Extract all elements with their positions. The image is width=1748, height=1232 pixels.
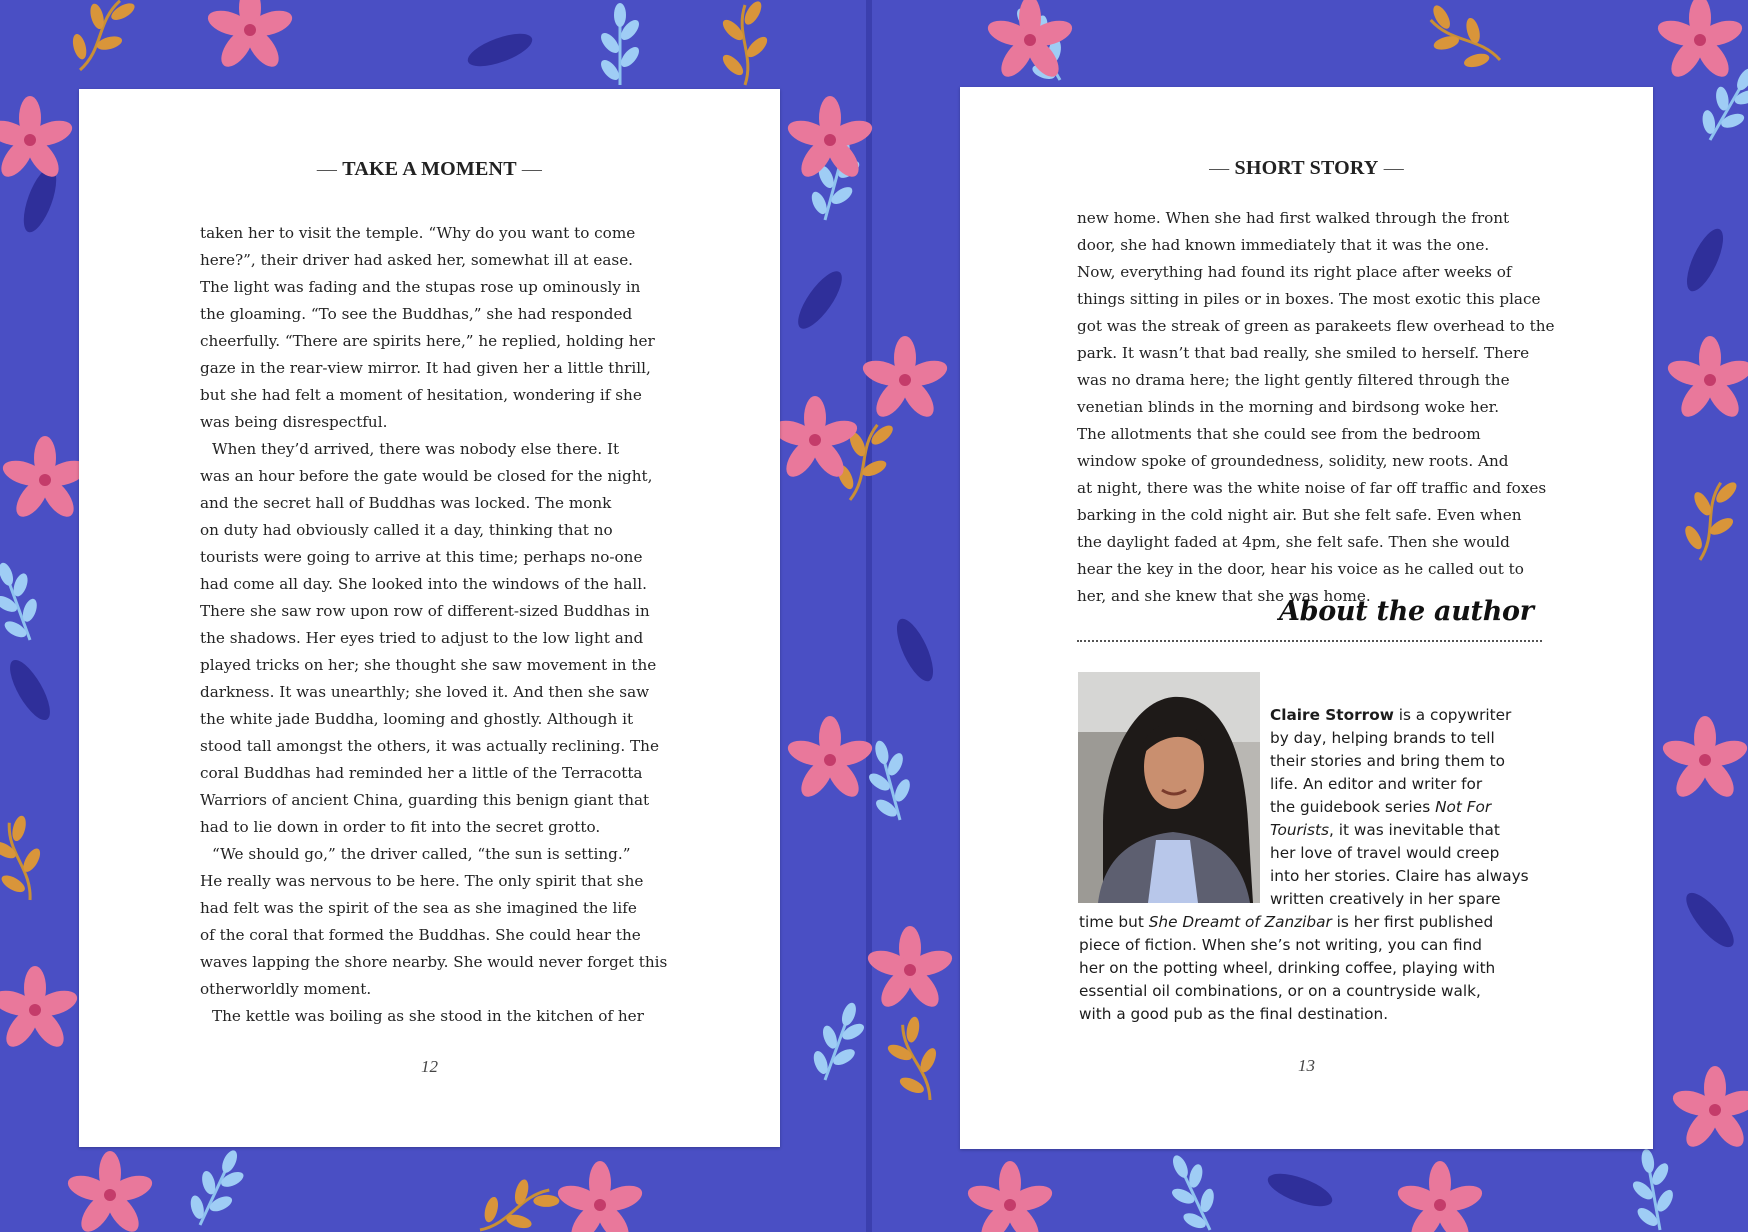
story-text-left xyxy=(200,220,667,1030)
series-title: Not For xyxy=(1435,798,1492,816)
author-bio-bottom xyxy=(1079,911,1495,1026)
author-name: Claire Storrow xyxy=(1270,706,1394,724)
text-line: “We should go,” the driver called, “the sun is setting.” xyxy=(212,845,631,863)
text-line: here?”, their driver had asked her, somewhat ill at ease. xyxy=(200,251,634,269)
bio-line: her love of travel would creep xyxy=(1270,844,1500,862)
text-line: darkness. It was unearthly; she loved it. And then she saw xyxy=(200,683,650,701)
author-bio-top xyxy=(1270,704,1529,911)
bio-line: essential oil combinations, or on a countryside walk, xyxy=(1079,982,1481,1000)
text-line: but she had felt a moment of hesitation, wondering if she xyxy=(200,386,642,404)
bio-line xyxy=(1270,796,1529,819)
bio-line: by day, helping brands to tell xyxy=(1270,729,1495,747)
bio-line: their stories and bring them to xyxy=(1270,752,1505,770)
page-header: — SHORT STORY — xyxy=(1209,157,1404,179)
bio-line: written creatively in her spare xyxy=(1270,890,1501,908)
text-line: and the secret hall of Buddhas was locked. The monk xyxy=(200,494,612,512)
text-line: The allotments that she could see from the bedroom xyxy=(1077,425,1481,443)
bio-text: the guidebook series xyxy=(1270,798,1436,816)
text-line: taken her to visit the temple. “Why do you want to come xyxy=(200,224,636,242)
text-line: at night, there was the white noise of far off traffic and foxes xyxy=(1077,479,1547,497)
text-line: had felt was the spirit of the sea as she imagined the life xyxy=(200,899,637,917)
page-header: — TAKE A MOMENT — xyxy=(316,158,543,180)
story-text-right xyxy=(1077,205,1554,610)
text-line: on duty had obviously called it a day, thinking that no xyxy=(200,521,613,539)
bio-text: is a copywriter xyxy=(1393,706,1512,724)
text-line: played tricks on her; she thought she saw movement in the xyxy=(200,656,657,674)
text-line: There she saw row upon row of different-sized Buddhas in xyxy=(200,602,650,620)
text-line: the white jade Buddha, looming and ghostly. Although it xyxy=(200,710,634,728)
text-line: He really was nervous to be here. The only spirit that she xyxy=(200,872,644,890)
bio-text: , it was inevitable that xyxy=(1328,821,1500,839)
text-line: When they’d arrived, there was nobody else there. It xyxy=(212,440,620,458)
text-line: her, and she knew that she was home. xyxy=(1077,587,1371,605)
book-title: She Dreamt of Zanzibar xyxy=(1148,913,1332,931)
bio-text: is her first published xyxy=(1331,913,1494,931)
bio-line: with a good pub as the final destination. xyxy=(1079,1005,1389,1023)
page-number: 13 xyxy=(1298,1056,1315,1075)
text-line: stood tall amongst the others, it was actually reclining. The xyxy=(200,737,659,755)
text-line: the shadows. Her eyes tried to adjust to the low light and xyxy=(200,629,644,647)
text-line: Warriors of ancient China, guarding this benign giant that xyxy=(200,791,650,809)
left-page xyxy=(79,89,780,1147)
bio-line: piece of fiction. When she’s not writing, you can find xyxy=(1079,936,1482,954)
text-line: the daylight faded at 4pm, she felt safe. Then she would xyxy=(1077,533,1510,551)
text-line: The light was fading and the stupas rose up ominously in xyxy=(200,278,641,296)
text-line: new home. When she had first walked through the front xyxy=(1077,209,1510,227)
text-line: venetian blinds in the morning and birdsong woke her. xyxy=(1077,398,1500,416)
text-line: hear the key in the door, hear his voice as he called out to xyxy=(1077,560,1524,578)
about-title: About the author xyxy=(1279,596,1534,627)
text-line: was being disrespectful. xyxy=(200,413,388,431)
text-line: things sitting in piles or in boxes. The most exotic this place xyxy=(1077,290,1541,308)
text-line: was no drama here; the light gently filtered through the xyxy=(1077,371,1510,389)
series-title: Tourists xyxy=(1270,821,1329,839)
bio-line: her on the potting wheel, drinking coffee, playing with xyxy=(1079,959,1496,977)
text-line: gaze in the rear-view mirror. It had given her a little thrill, xyxy=(200,359,651,377)
text-line: of the coral that formed the Buddhas. She could hear the xyxy=(200,926,641,944)
text-line: cheerfully. “There are spirits here,” he replied, holding her xyxy=(200,332,655,350)
text-line: tourists were going to arrive at this time; perhaps no-one xyxy=(200,548,643,566)
text-line: got was the streak of green as parakeets flew overhead to the xyxy=(1077,317,1555,335)
header-title: SHORT STORY xyxy=(1234,157,1379,179)
text-line: coral Buddhas had reminded her a little of the Terracotta xyxy=(200,764,643,782)
bio-line xyxy=(1270,819,1529,842)
bio-line: life. An editor and writer for xyxy=(1270,775,1483,793)
bio-line xyxy=(1270,704,1529,727)
text-line: window spoke of groundedness, solidity, new roots. And xyxy=(1077,452,1509,470)
page-number: 12 xyxy=(421,1057,438,1076)
section-divider xyxy=(1077,640,1542,642)
text-line: The kettle was boiling as she stood in the kitchen of her xyxy=(212,1007,644,1025)
bio-line: into her stories. Claire has always xyxy=(1270,867,1529,885)
text-line: otherworldly moment. xyxy=(200,980,372,998)
text-line: park. It wasn’t that bad really, she smiled to herself. There xyxy=(1077,344,1530,362)
text-line: was an hour before the gate would be closed for the night, xyxy=(200,467,653,485)
right-page xyxy=(960,87,1653,1149)
text-line: had come all day. She looked into the windows of the hall. xyxy=(200,575,647,593)
text-line: had to lie down in order to fit into the secret grotto. xyxy=(200,818,601,836)
author-photo xyxy=(1078,672,1260,903)
text-line: waves lapping the shore nearby. She would never forget this xyxy=(200,953,668,971)
header-title: TAKE A MOMENT xyxy=(342,158,517,180)
text-line: Now, everything had found its right place after weeks of xyxy=(1077,263,1512,281)
text-line: door, she had known immediately that it was the one. xyxy=(1077,236,1490,254)
bio-line xyxy=(1079,911,1495,934)
bio-text: time but xyxy=(1079,913,1149,931)
text-line: barking in the cold night air. But she felt safe. Even when xyxy=(1077,506,1522,524)
text-line: the gloaming. “To see the Buddhas,” she had responded xyxy=(200,305,633,323)
